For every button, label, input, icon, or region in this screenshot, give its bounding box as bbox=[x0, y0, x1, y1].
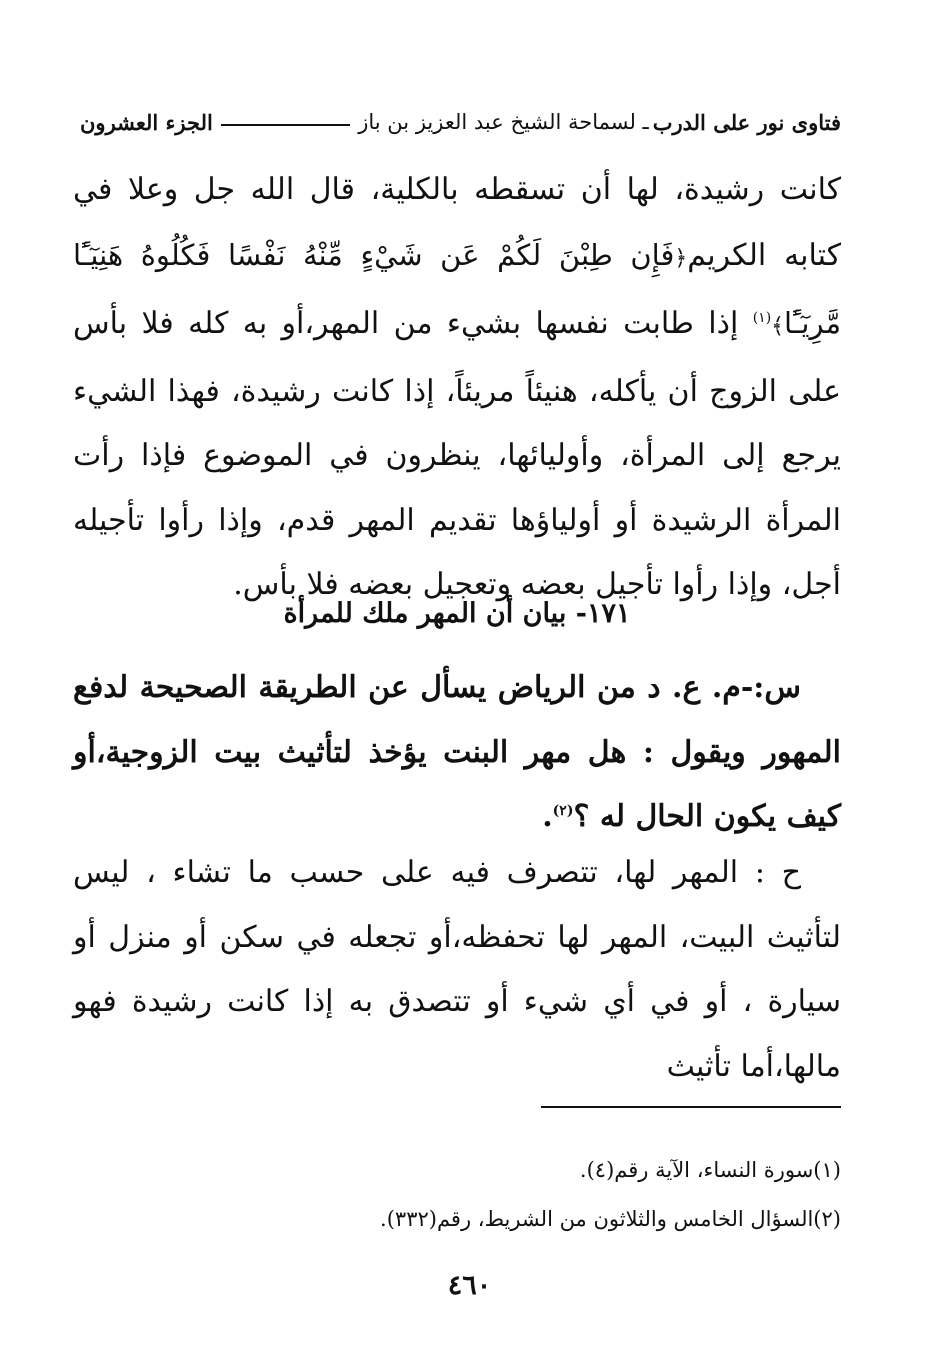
footnote-1: (١)سورة النساء، الآية رقم(٤). bbox=[579, 1158, 841, 1182]
running-header bbox=[80, 104, 841, 140]
paragraph-1-text-after-verse: إذا طابت نفسها بشيء من المهر،أو به كله فلا بأس على الزوج أن يأكله، هنيئاً مريئاً، إذا كانت رشيدة، فهذا الشيء يرجع إلى المرأة، وأوليائها، ينظرون في الموضوع فإذا رأت المرأة الرشيدة أو أولياؤها تقديم المهر قدم، وإذا رأوا تأجيله أجل، وإذا رأوا تأجيل بعضه وتعجيل بعضه فلا بأس. bbox=[73, 306, 841, 602]
paragraph-1-text-before-verse: كانت رشيدة، لها أن تسقطه بالكلية، قال الله جل وعلا في كتابه الكريم bbox=[73, 172, 841, 273]
header-rule bbox=[221, 124, 350, 126]
answer-text: ح : المهر لها، تتصرف فيه على حسب ما تشاء ، ليس لتأثيث البيت، المهر لها تحفظه،أو تجعله في سكن أو منزل أو سيارة ، أو في أي شيء أو تتصدق به إذا كانت رشيدة فهو مالها،أما تأثيث bbox=[73, 855, 841, 1084]
author-credit: ـ لسماحة الشيخ عبد العزيز بن باز bbox=[358, 110, 649, 134]
page-number: ٤٦٠ bbox=[447, 1270, 492, 1301]
footnote-separator bbox=[541, 1106, 841, 1108]
section-heading: ١٧١- بيان أن المهر ملك للمرأة bbox=[283, 598, 631, 629]
header-title-group bbox=[358, 110, 841, 135]
footnote-2: (٢)السؤال الخامس والثلاثون من الشريط، رقم(٣٣٢). bbox=[380, 1207, 841, 1231]
quran-ornament-close: ﴾ bbox=[771, 314, 785, 339]
volume-label: الجزء العشرون bbox=[80, 109, 213, 135]
answer-paragraph bbox=[73, 841, 841, 1099]
footnotes bbox=[73, 1146, 841, 1244]
question-text: س:-م. ع. د من الرياض يسأل عن الطريقة الصحيحة لدفع المهور ويقول : هل مهر البنت يؤخذ لتأثيث بيت الزوجية،أو كيف يكون الحال له ؟ bbox=[73, 670, 841, 834]
quran-ornament-open: ﴿ bbox=[674, 245, 688, 271]
footnote-ref-2: (٢) bbox=[552, 803, 574, 819]
book-series-title: فتاوى نور على الدرب bbox=[652, 109, 841, 135]
question-paragraph bbox=[73, 656, 841, 850]
footnote-ref-1: (١) bbox=[752, 310, 772, 326]
question-end: . bbox=[542, 799, 553, 834]
quran-verse: فَإِن طِبْنَ لَكُمْ عَن شَيْءٍ مِّنْهُ نَفْسًا فَكُلُوهُ هَنِيٓـًٔا مَّرِيٓـًٔا bbox=[73, 237, 841, 340]
body-paragraph-1 bbox=[73, 158, 841, 618]
